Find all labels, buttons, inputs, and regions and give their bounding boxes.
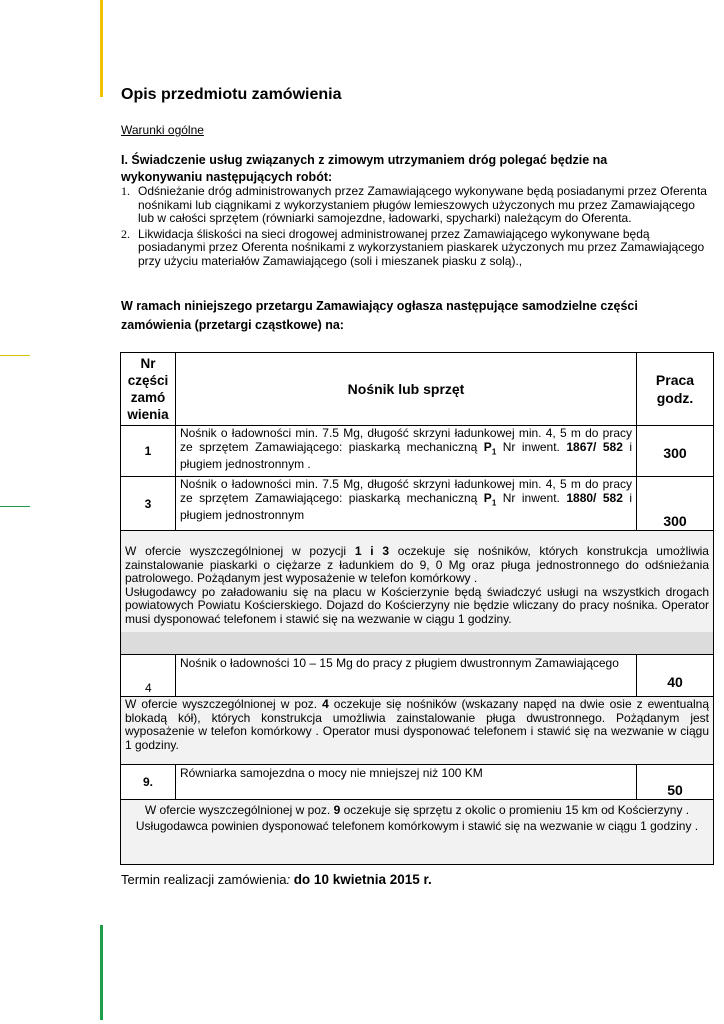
page-title: Opis przedmiotu zamówienia — [121, 86, 342, 103]
gray-strip — [121, 632, 713, 654]
row-hours: 300 — [637, 477, 714, 531]
table-row — [121, 765, 714, 800]
note-text: oczekuje się sprzętu z okolic o promieniu 15 km od Kościerzyny . — [340, 803, 690, 817]
note-text: oczekuje się nośników, których konstrukcja umożliwia zainstalowanie piaskarki o ciężarze z ładunkiem do 9, 0 Mg oraz pługa jednostronnego do odśnieżania patrolowego. Pożądanym jest wyposażenie w telefon komórkowy . — [125, 544, 709, 585]
deadline-date: do 10 kwietnia 2015 r. — [293, 872, 432, 887]
row-nr: 4 — [121, 655, 176, 697]
desc-text: Nośnik o ładowności min. 7.5 Mg, długość skrzyni ładunkowej min. 4, 5 m do pracy ze sprzętem Zamawiającego: piaskarką mechaniczną — [180, 477, 632, 505]
list-text: Likwidacja śliskości na sieci drogowej administrowanej przez Zamawiającego wykonywane będą posiadanymi przez Oferenta nośnikami z wykorzystaniem piaskarek użyczonych mu przez Zamawiającego przy użyciu materiałów Zamawiającego (soli i mieszanek piasku z solą)., — [138, 226, 705, 268]
note-paragraph: Usługodawca powinien dysponować telefonem komórkowym i stawić się na wezwanie w ciągu 1 godziny . — [135, 819, 699, 833]
section-heading: I. Świadczenie usług związanych z zimowym utrzymaniem dróg polegać będzie na wykonywaniu następujących robót: — [121, 153, 608, 184]
note-bold: 1 i 3 — [354, 544, 390, 558]
deadline-label: Termin realizacji zamówienia — [121, 872, 287, 887]
deadline-colon: : — [286, 872, 294, 887]
deadline — [121, 872, 432, 887]
work-list — [121, 185, 711, 270]
row-desc — [176, 477, 637, 531]
row-nr: 3 — [121, 477, 176, 531]
green-margin-bar — [100, 925, 103, 1020]
note-text: oczekuje się nośników (wskazany napęd na dwie osie z ewentualną blokadą kół), których konstrukcja umożliwia zainstalowanie pługa dwustronnego. Pożądanym jest wyposażenie w telefon komórkowy . Operator musi dysponować telefonem i stawić się na wezwanie w ciągu 1 godziny. — [125, 697, 710, 752]
margin-tick — [0, 355, 30, 356]
row-nr: 9. — [121, 765, 176, 800]
header-nr — [121, 353, 176, 426]
table-header-row — [121, 353, 714, 426]
list-item — [121, 185, 711, 226]
header-nr-line: Nr — [140, 356, 156, 371]
desc-text: i pługiem jednostronnym — [180, 490, 633, 523]
table-row — [121, 426, 714, 477]
note-cell — [121, 531, 714, 655]
yellow-margin-bar — [100, 0, 103, 97]
desc-text: Nr inwent. — [496, 439, 567, 454]
header-praca-line: godz. — [656, 390, 694, 406]
header-nr-line: części — [127, 373, 169, 388]
note-paragraph — [125, 802, 709, 818]
note-row — [121, 697, 714, 765]
note-paragraph: Usługodawcy po załadowaniu się na placu w Kościerzynie będą świadczyć usługi na wszystkich drogach powiatowych Powiatu Kościerskiego. Dojazd do Kościerzyny nie będzie wliczany do pracy nośnika. Operator musi dysponować telefonem i stawić się na wezwanie w ciągu 1 godziny. — [125, 584, 709, 626]
row-desc — [176, 426, 637, 477]
note-row — [121, 800, 714, 865]
header-nosnik: Nośnik lub sprzęt — [176, 353, 637, 426]
desc-p: P — [483, 439, 492, 454]
desc-text: Nr inwent. — [496, 490, 567, 505]
header-nr-line: wienia — [127, 407, 169, 422]
note-text: W ofercie wyszczególnionej w poz. — [144, 803, 334, 817]
desc-inventory: 1867/ 582 — [566, 439, 623, 454]
table-row — [121, 477, 714, 531]
header-nr-line: zamó — [130, 390, 166, 405]
note-cell — [121, 800, 714, 865]
margin-tick — [0, 506, 30, 507]
note-text: W ofercie wyszczególnionej w poz. — [125, 697, 323, 711]
note-cell — [121, 697, 714, 765]
note-text: W ofercie wyszczególnionej w pozycji — [125, 544, 355, 558]
header-praca-line: Praca — [655, 372, 695, 388]
row-hours: 300 — [637, 426, 714, 477]
desc-text: i pługiem jednostronnym . — [180, 439, 633, 472]
desc-p-sub: 1 — [491, 446, 497, 456]
row-nr: 1 — [121, 426, 176, 477]
desc-p-sub: 1 — [491, 497, 497, 507]
table-row — [121, 655, 714, 697]
row-hours: 50 — [637, 765, 714, 800]
desc-inventory: 1880/ 582 — [566, 490, 623, 505]
list-number: 2. — [121, 226, 130, 241]
desc-text: Nośnik o ładowności min. 7.5 Mg, długość skrzyni ładunkowej min. 4, 5 m do pracy ze sprzętem Zamawiającego: piaskarką mechaniczną — [180, 426, 632, 454]
list-number: 1. — [121, 184, 130, 198]
note-row — [121, 531, 714, 655]
parts-table — [120, 352, 714, 865]
note-bold: 4 — [322, 697, 329, 711]
desc-p: P — [483, 490, 492, 505]
list-item — [121, 228, 711, 269]
subtitle: Warunki ogólne — [121, 123, 204, 137]
list-text: Odśnieżanie dróg administrowanych przez Zamawiającego wykonywane będą posiadanymi przez Oferenta nośnikami lub ciągnikami z wykorzystaniem pługów lemieszowych użyczonych mu przez Zamawiającego lub w całości sprzętem (równiarki samojezdne, ładowarki, spycharki) należącym do Oferenta. — [138, 184, 707, 225]
parts-intro: W ramach niniejszego przetargu Zamawiający ogłasza następujące samodzielne części zamówienia (przetargi cząstkowe) na: — [121, 299, 638, 332]
row-desc: Nośnik o ładowności 10 – 15 Mg do pracy z pługiem dwustronnym Zamawiającego — [176, 655, 637, 697]
note-paragraph — [125, 545, 709, 586]
header-praca — [637, 353, 714, 426]
row-desc: Równiarka samojezdna o mocy nie mniejszej niż 100 KM — [176, 765, 637, 800]
note-bold: 9 — [333, 803, 341, 817]
row-hours: 40 — [637, 655, 714, 697]
